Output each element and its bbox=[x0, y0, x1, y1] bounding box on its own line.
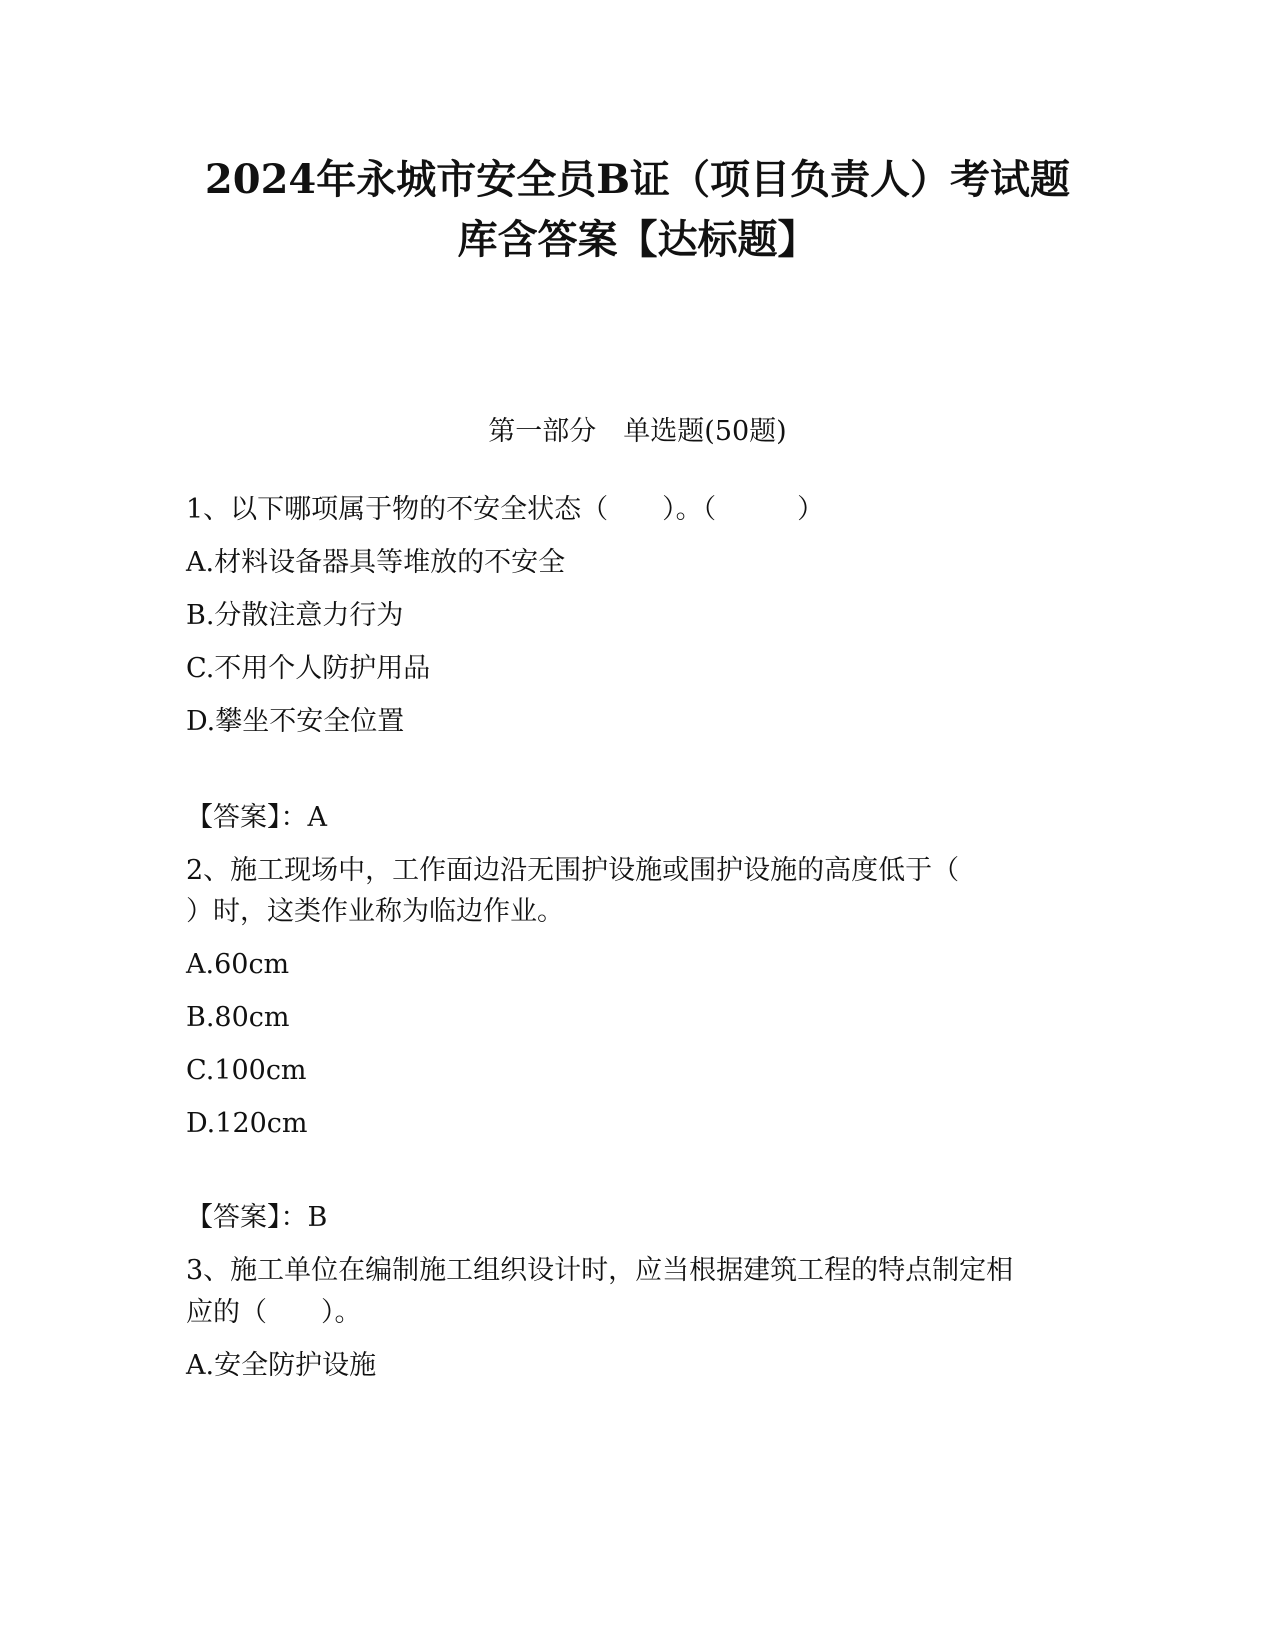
question-2-option-d: D.120cm bbox=[186, 1108, 308, 1139]
question-1-option-c: C.不用个人防护用品 bbox=[186, 653, 431, 684]
question-2-option-b: B.80cm bbox=[186, 1002, 290, 1033]
question-1-stem: 1、以下哪项属于物的不安全状态（ ）。（ ） bbox=[186, 494, 825, 525]
question-3-stem-line-2: 应的（ ）。 bbox=[186, 1297, 362, 1328]
question-1-answer: 【答案】：A bbox=[186, 802, 327, 833]
section-heading: 第一部分 单选题(50题) bbox=[488, 416, 787, 447]
question-2-answer: 【答案】：B bbox=[186, 1202, 328, 1233]
question-1-option-b: B.分散注意力行为 bbox=[186, 600, 404, 631]
title-line-2: 库含答案【达标题】 bbox=[457, 216, 818, 263]
question-3-option-a: A.安全防护设施 bbox=[186, 1350, 377, 1381]
question-2-stem-line-1: 2、施工现场中，工作面边沿无围护设施或围护设施的高度低于（ bbox=[186, 855, 960, 886]
document-title bbox=[150, 150, 1125, 270]
question-1-option-a: A.材料设备器具等堆放的不安全 bbox=[186, 547, 566, 578]
title-line-1: 2024年永城市安全员B证（项目负责人）考试题 bbox=[204, 156, 1071, 203]
question-2-option-c: C.100cm bbox=[186, 1055, 307, 1086]
question-3-stem-line-1: 3、施工单位在编制施工组织设计时，应当根据建筑工程的特点制定相 bbox=[186, 1255, 1014, 1286]
question-2-option-a: A.60cm bbox=[186, 949, 290, 980]
question-1-option-d: D.攀坐不安全位置 bbox=[186, 706, 405, 737]
question-2-stem-line-2: ）时，这类作业称为临边作业。 bbox=[186, 896, 564, 927]
